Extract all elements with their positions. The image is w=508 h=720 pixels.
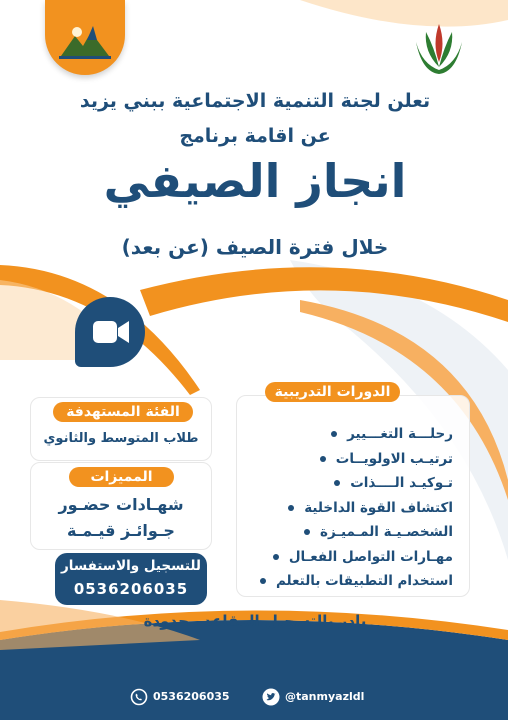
course-item: الشخصـيـة المـميـزة <box>260 520 453 545</box>
features-box <box>30 462 212 550</box>
whatsapp-number[interactable]: 0536206035 <box>153 690 230 703</box>
registration-label: للتسجيل والاستفسار <box>61 558 201 574</box>
course-item: استخدام التطبيقات بالتعلم <box>260 569 453 594</box>
registration-box[interactable] <box>55 553 207 605</box>
twitter-icon[interactable] <box>262 688 280 706</box>
whatsapp-icon[interactable] <box>130 688 148 706</box>
mountain-logo-icon <box>57 22 113 62</box>
video-call-icon <box>75 297 145 367</box>
program-period: خلال فترة الصيف (عن بعد) <box>121 235 389 259</box>
closing-note: بادر بالتسجيل المقاعد محدودة <box>143 612 367 630</box>
target-value: طلاب المتوسط والثانوي <box>43 431 199 446</box>
registration-phone[interactable]: 0536206035 <box>73 580 189 598</box>
course-item: رحلـــة التغـــيير <box>260 422 453 447</box>
twitter-handle[interactable]: @tanmyazldl <box>285 690 365 703</box>
courses-box <box>236 384 470 597</box>
course-item: اكتشاف القوة الداخلية <box>260 496 453 521</box>
course-item: تـوكيـد الــــذات <box>260 471 453 496</box>
features-heading: المميزات <box>69 467 174 487</box>
target-heading: الفئة المستهدفة <box>53 402 193 422</box>
courses-list <box>260 422 453 594</box>
feature-item: شهـادات حضـور <box>58 495 184 514</box>
program-title: انجاز الصيفي <box>103 154 407 208</box>
courses-heading: الدورات التدريبية <box>265 382 400 402</box>
feature-item: جـوائـز قيـمـة <box>67 521 175 540</box>
program-intro: عن اقامة برنامج <box>179 125 331 147</box>
course-item: ترتيـب الاولويــات <box>260 447 453 472</box>
course-item: مهـارات التواصل الفعـال <box>260 545 453 570</box>
target-audience-box <box>30 397 212 461</box>
committee-logo-icon <box>404 12 474 82</box>
announcement-line: تعلن لجنة التنمية الاجتماعية ببني يزيد <box>79 90 431 112</box>
